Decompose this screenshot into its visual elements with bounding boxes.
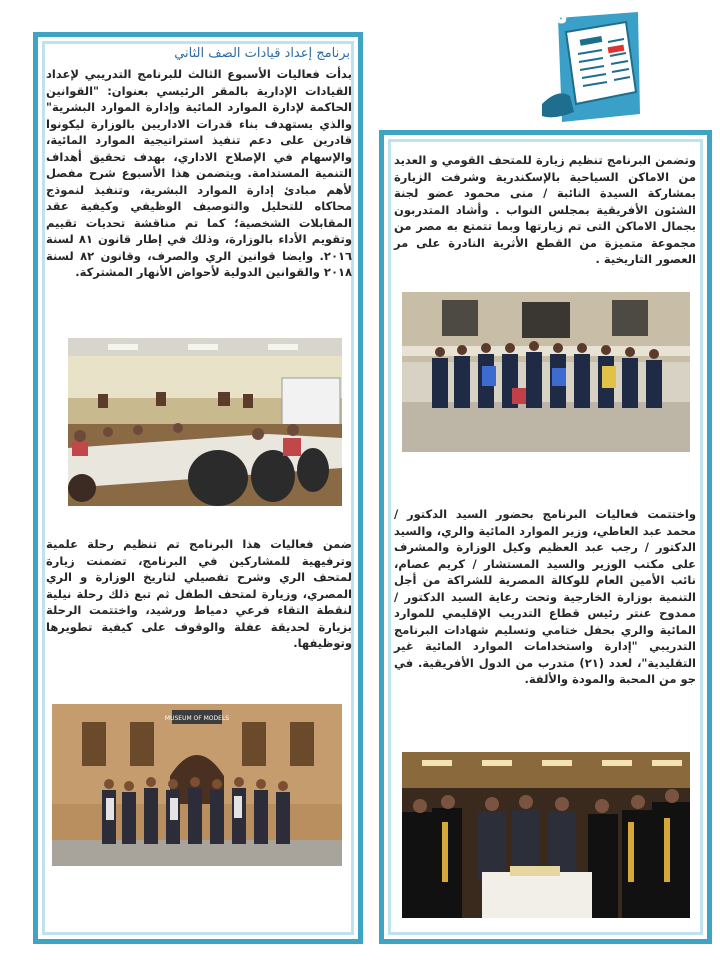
left-paragraph-1: بدأت فعاليات الأسبوع الثالث للبرنامج التدريبي لإعداد القيادات الإدارية بالمقر الرئيسي بعنوان: "القوانين الحاكمة لإدارة الموارد المائية وإدارة الموارد البشرية" والذي يستهدف بناء قدرات الاداريين بالوزارة ليكونوا قادرين على دعم تنفيذ استراتيجية الموارد المائية، والإسهام في الإصلاح الاداري، بهدف تحقيق أهداف التنمية المستدامة. ويتضمن هذا الأسبوع شرح مفصل لأهم مبادئ إدارة الموارد البشرية، وتنفيذ لنموذج محاكاه للتحليل والتوصيف الوظيفي وكيفية عقد المقابلات الشخصية؛ كما تم مناقشة تحديات تقييم وتقويم الأداء بالوزارة، وذلك في إطار قانون ٨١ لسنة ٢٠١٦. وايضا قوانين الري والصرف، وقانون ٨٢ لسنة ٢٠١٨ والقوانين الدولية لأحواض الأنهار المشتركة. <box>46 67 352 279</box>
museum-sign: MUSEUM OF MODELS <box>164 715 230 722</box>
article-title: برنامج إعداد قيادات الصف الثاني <box>174 46 350 61</box>
museum-group-photo <box>52 704 342 866</box>
alexandria-museum-group-photo <box>402 292 690 452</box>
right-paragraph-1: وتضمن البرنامج تنظيم زيارة للمتحف القومي و العديد من الاماكن السياحية بالإسكندرية وشرفت الزيارة بمشاركة السيدة النائبة / منى محمود عضو لجنة الشئون الأفريقية بمجلس النواب . وأشاد المتدربون بجمال الاماكن التى تم زيارتها وبما تتمتع به مصر من مجموعة متميزة من القطع الأثرية النادرة على مر العصور التاريخية . <box>394 153 696 266</box>
meeting-room-photo <box>68 338 342 506</box>
left-paragraph-2: ضمن فعاليات هذا البرنامج تم تنظيم رحلة علمية وترفيهية للمشاركين في البرنامج، تضمنت زيارة لمتحف الري وشرح تفصيلي لتاريخ الوزارة و الري المصري، وزيارة لمتحف الطفل ثم تبع ذلك رحلة نيلية لنقطة التقاء فرعي دمياط ورشيد، واختتمت الرحلة بزيارة لحديقة عفلة والوقوف على كيفية تطويرها وتوظيفها. <box>46 537 352 650</box>
right-paragraph-2: واختتمت فعاليات البرنامج بحضور السيد الدكتور / محمد عبد العاطي، وزير الموارد المائية والري، والسيد الدكتور / رجب عبد العظيم وكيل الوزارة والمشرف على مكتب الوزير والسيد المستشار / كريم عصام، نائب الأمين العام للوكالة المصرية للشراكة من أجل التنمية بوزارة الخارجية وتحت رعاية السيد الدكتور / ممدوح عنتر رئيس قطاع التدريب الإقليمي للموارد المائية والري بحفل ختامي وتسليم شهادات البرنامج التدريبي "إدارة واستخدامات الموارد المائية غير التقليدية"، لعدد (٢١) متدرب من الدول الأفريقية. في جو من المحبة والمودة والألفة. <box>394 507 696 686</box>
page-number: ٣ <box>546 6 567 46</box>
graduation-ceremony-photo <box>402 752 690 918</box>
